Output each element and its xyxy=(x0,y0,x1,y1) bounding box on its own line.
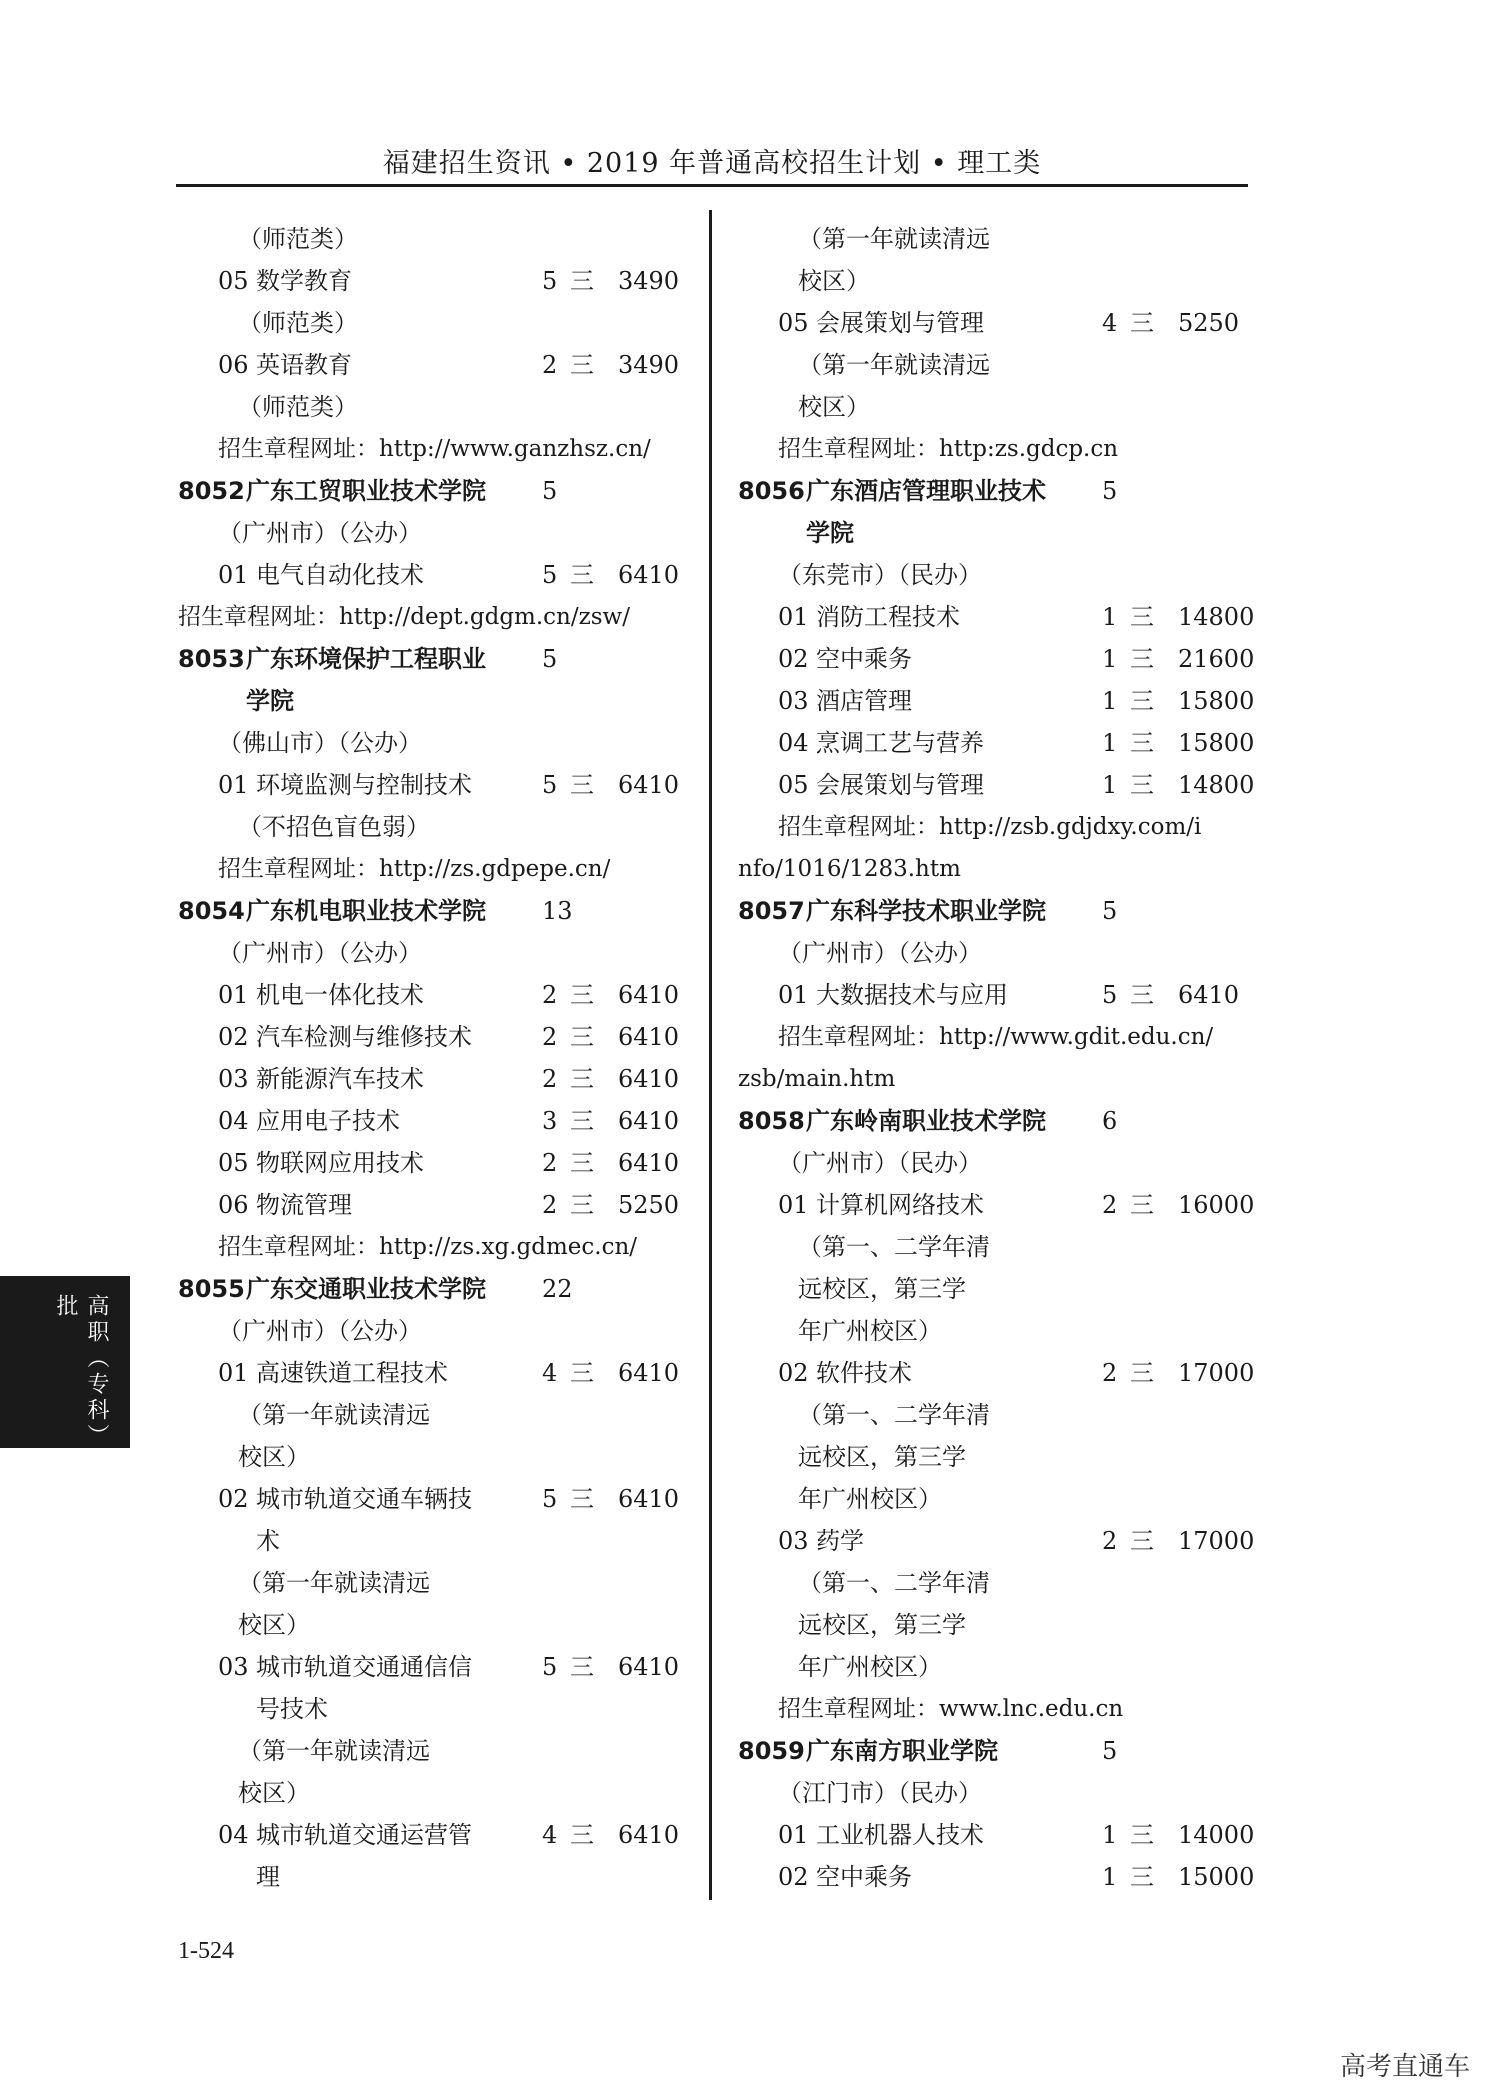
major-name: 酒店管理 xyxy=(816,687,912,715)
major-code: 05 xyxy=(218,267,249,295)
admission-url-line xyxy=(738,848,1298,890)
major-duration: 三 xyxy=(570,1065,594,1093)
institution-code: 8054 xyxy=(178,897,245,925)
major-name: 软件技术 xyxy=(816,1359,912,1387)
major-note: 年广州校区） xyxy=(798,1485,942,1513)
major-row xyxy=(738,764,1298,806)
note-line xyxy=(738,218,1298,260)
admission-url: 招生章程网址：http://zsb.gdjdxy.com/i xyxy=(778,814,1202,840)
major-row xyxy=(738,722,1298,764)
major-row xyxy=(178,1100,738,1142)
major-note: （第一年就读清远 xyxy=(798,225,990,253)
right-column xyxy=(738,218,1298,1898)
major-code: 01 xyxy=(778,603,809,631)
note-line xyxy=(178,218,738,260)
major-row xyxy=(178,344,738,386)
major-tuition: 6410 xyxy=(618,1485,680,1513)
institution-plan-total: 22 xyxy=(542,1275,573,1303)
institution-code: 8056 xyxy=(738,477,805,505)
major-name: 环境监测与控制技术 xyxy=(256,771,472,799)
major-name: 工业机器人技术 xyxy=(816,1821,984,1849)
institution-location: （东莞市）（民办） xyxy=(778,561,982,589)
admission-url-line xyxy=(178,1226,738,1268)
major-code: 03 xyxy=(778,1527,809,1555)
major-code: 02 xyxy=(778,645,809,673)
major-name: 会展策划与管理 xyxy=(816,309,984,337)
institution-location: （广州市）（公办） xyxy=(218,939,422,967)
note-line xyxy=(178,1772,738,1814)
major-plan-count: 2 xyxy=(542,1065,558,1093)
major-tuition: 3490 xyxy=(618,267,680,295)
major-row xyxy=(178,764,738,806)
major-note: 校区） xyxy=(238,1611,310,1639)
major-duration: 三 xyxy=(570,1191,594,1219)
major-plan-count: 1 xyxy=(1102,687,1118,715)
major-row xyxy=(178,1058,738,1100)
major-note: （师范类） xyxy=(238,225,358,253)
major-tuition: 5250 xyxy=(1178,309,1240,337)
major-code: 06 xyxy=(218,351,249,379)
institution-code: 8058 xyxy=(738,1107,805,1135)
admission-url-line xyxy=(738,1058,1298,1100)
major-plan-count: 2 xyxy=(1102,1359,1118,1387)
major-plan-count: 5 xyxy=(542,771,558,799)
major-tuition: 16000 xyxy=(1178,1191,1255,1219)
major-row xyxy=(738,1184,1298,1226)
institution-row xyxy=(738,1730,1298,1772)
major-name: 物联网应用技术 xyxy=(256,1149,424,1177)
major-tuition: 5250 xyxy=(618,1191,680,1219)
major-note: 年广州校区） xyxy=(798,1317,942,1345)
major-row xyxy=(738,1352,1298,1394)
major-code: 01 xyxy=(218,771,249,799)
institution-plan-total: 5 xyxy=(542,477,558,505)
major-row xyxy=(738,680,1298,722)
major-row xyxy=(178,1142,738,1184)
note-line xyxy=(178,1562,738,1604)
note-line xyxy=(738,386,1298,428)
admission-url-line xyxy=(178,596,738,638)
note-line xyxy=(178,386,738,428)
admission-url: 招生章程网址：http://www.gdit.edu.cn/ xyxy=(778,1024,1214,1050)
institution-row xyxy=(178,1268,738,1310)
major-plan-count: 4 xyxy=(542,1821,558,1849)
major-name-continued: 理 xyxy=(256,1863,280,1891)
major-duration: 三 xyxy=(1130,1527,1154,1555)
major-plan-count: 1 xyxy=(1102,729,1118,757)
institution-plan-total: 5 xyxy=(542,645,558,673)
major-tuition: 14800 xyxy=(1178,603,1255,631)
major-code: 01 xyxy=(778,1191,809,1219)
admission-url: zsb/main.htm xyxy=(738,1066,896,1092)
major-duration: 三 xyxy=(1130,981,1154,1009)
major-tuition: 21600 xyxy=(1178,645,1255,673)
major-row xyxy=(738,1814,1298,1856)
location-line xyxy=(178,932,738,974)
major-note: （第一、二学年清 xyxy=(798,1569,990,1597)
major-note: （第一、二学年清 xyxy=(798,1233,990,1261)
note-line xyxy=(178,1436,738,1478)
major-tuition: 14000 xyxy=(1178,1821,1255,1849)
major-duration: 三 xyxy=(570,267,594,295)
major-tuition: 6410 xyxy=(1178,981,1240,1009)
major-row xyxy=(178,1814,738,1856)
major-duration: 三 xyxy=(1130,729,1154,757)
location-line xyxy=(738,1772,1298,1814)
institution-name: 广东工贸职业技术学院 xyxy=(246,477,486,505)
institution-name: 广东岭南职业技术学院 xyxy=(806,1107,1046,1135)
major-note: （第一年就读清远 xyxy=(238,1569,430,1597)
major-plan-count: 4 xyxy=(542,1359,558,1387)
institution-code: 8059 xyxy=(738,1737,805,1765)
major-tuition: 6410 xyxy=(618,1653,680,1681)
major-code: 04 xyxy=(218,1107,249,1135)
major-row xyxy=(738,1520,1298,1562)
major-row xyxy=(178,1352,738,1394)
major-name: 药学 xyxy=(816,1527,864,1555)
note-line xyxy=(178,1604,738,1646)
major-plan-count: 1 xyxy=(1102,1821,1118,1849)
institution-name: 广东机电职业技术学院 xyxy=(246,897,486,925)
institution-name: 广东酒店管理职业技术 xyxy=(806,477,1046,505)
major-name: 应用电子技术 xyxy=(256,1107,400,1135)
institution-row xyxy=(178,638,738,680)
major-row xyxy=(178,974,738,1016)
major-duration: 三 xyxy=(570,1023,594,1051)
left-column xyxy=(178,218,738,1898)
institution-code: 8055 xyxy=(178,1275,245,1303)
major-row xyxy=(738,302,1298,344)
institution-location: （广州市）（公办） xyxy=(218,1317,422,1345)
major-plan-count: 5 xyxy=(542,267,558,295)
page-header-title: 福建招生资讯 • 2019 年普通高校招生计划 • 理工类 xyxy=(382,148,1042,179)
note-line xyxy=(738,1268,1298,1310)
major-tuition: 14800 xyxy=(1178,771,1255,799)
major-plan-count: 2 xyxy=(542,1149,558,1177)
institution-row xyxy=(178,890,738,932)
major-duration: 三 xyxy=(570,1149,594,1177)
major-duration: 三 xyxy=(1130,1863,1154,1891)
major-tuition: 6410 xyxy=(618,771,680,799)
major-note: （第一、二学年清 xyxy=(798,1401,990,1429)
admission-url: 招生章程网址：http://zs.gdpepe.cn/ xyxy=(218,856,611,882)
major-note: （师范类） xyxy=(238,309,358,337)
major-note: 远校区，第三学 xyxy=(798,1443,966,1471)
major-tuition: 6410 xyxy=(618,1149,680,1177)
major-code: 01 xyxy=(218,561,249,589)
major-plan-count: 5 xyxy=(1102,981,1118,1009)
major-duration: 三 xyxy=(570,1485,594,1513)
note-line xyxy=(738,344,1298,386)
major-code: 02 xyxy=(218,1023,249,1051)
major-name: 新能源汽车技术 xyxy=(256,1065,424,1093)
major-duration: 三 xyxy=(570,1653,594,1681)
major-duration: 三 xyxy=(1130,1359,1154,1387)
major-note: 校区） xyxy=(238,1443,310,1471)
institution-name: 广东交通职业技术学院 xyxy=(246,1275,486,1303)
institution-location: （佛山市）（公办） xyxy=(218,729,422,757)
admission-url: 招生章程网址：www.lnc.edu.cn xyxy=(778,1696,1124,1722)
major-tuition: 6410 xyxy=(618,561,680,589)
admission-url-line xyxy=(738,1016,1298,1058)
institution-name: 广东南方职业学院 xyxy=(806,1737,998,1765)
major-note: 校区） xyxy=(798,267,870,295)
major-name: 数学教育 xyxy=(256,267,352,295)
major-name: 计算机网络技术 xyxy=(816,1191,984,1219)
note-line xyxy=(738,1562,1298,1604)
admission-url: 招生章程网址：http://www.ganzhsz.cn/ xyxy=(218,436,651,462)
major-duration: 三 xyxy=(570,561,594,589)
text-line xyxy=(178,1688,738,1730)
institution-name-continued: 学院 xyxy=(246,687,294,715)
institution-code: 8053 xyxy=(178,645,245,673)
major-tuition: 17000 xyxy=(1178,1359,1255,1387)
major-tuition: 17000 xyxy=(1178,1527,1255,1555)
page-number: 1-524 xyxy=(178,1938,234,1964)
major-plan-count: 2 xyxy=(1102,1191,1118,1219)
major-note: 远校区，第三学 xyxy=(798,1611,966,1639)
major-name-continued: 术 xyxy=(256,1527,280,1555)
major-tuition: 6410 xyxy=(618,1023,680,1051)
location-line xyxy=(738,1142,1298,1184)
major-name: 城市轨道交通通信信 xyxy=(256,1653,472,1681)
major-note: 远校区，第三学 xyxy=(798,1275,966,1303)
institution-code: 8052 xyxy=(178,477,245,505)
major-code: 04 xyxy=(218,1821,249,1849)
location-line xyxy=(738,932,1298,974)
major-name: 物流管理 xyxy=(256,1191,352,1219)
admission-url: nfo/1016/1283.htm xyxy=(738,856,961,882)
major-duration: 三 xyxy=(1130,771,1154,799)
major-plan-count: 1 xyxy=(1102,603,1118,631)
note-line xyxy=(738,1226,1298,1268)
major-tuition: 15800 xyxy=(1178,729,1255,757)
major-duration: 三 xyxy=(1130,309,1154,337)
major-note: （师范类） xyxy=(238,393,358,421)
major-plan-count: 5 xyxy=(542,1485,558,1513)
institution-plan-total: 5 xyxy=(1102,477,1118,505)
major-code: 02 xyxy=(218,1485,249,1513)
major-tuition: 15000 xyxy=(1178,1863,1255,1891)
major-row xyxy=(178,1184,738,1226)
major-duration: 三 xyxy=(570,1821,594,1849)
major-code: 05 xyxy=(218,1149,249,1177)
note-line xyxy=(738,1478,1298,1520)
institution-row xyxy=(738,1100,1298,1142)
major-plan-count: 2 xyxy=(542,981,558,1009)
institution-row xyxy=(178,470,738,512)
major-duration: 三 xyxy=(570,771,594,799)
major-code: 05 xyxy=(778,771,809,799)
admission-url-line xyxy=(738,806,1298,848)
major-plan-count: 2 xyxy=(542,1023,558,1051)
major-duration: 三 xyxy=(1130,645,1154,673)
admission-url: 招生章程网址：http://zs.xg.gdmec.cn/ xyxy=(218,1234,638,1260)
note-line xyxy=(738,1436,1298,1478)
major-tuition: 6410 xyxy=(618,1359,680,1387)
note-line xyxy=(178,1730,738,1772)
major-plan-count: 1 xyxy=(1102,645,1118,673)
major-tuition: 6410 xyxy=(618,1107,680,1135)
major-tuition: 15800 xyxy=(1178,687,1255,715)
institution-name-continued: 学院 xyxy=(806,519,854,547)
text-line xyxy=(178,680,738,722)
major-name: 英语教育 xyxy=(256,351,352,379)
admission-url: 招生章程网址：http://dept.gdgm.cn/zsw/ xyxy=(178,604,630,630)
major-code: 02 xyxy=(778,1359,809,1387)
institution-location: （广州市）（公办） xyxy=(778,939,982,967)
major-note: 校区） xyxy=(238,1779,310,1807)
major-code: 05 xyxy=(778,309,809,337)
location-line xyxy=(178,1310,738,1352)
major-row xyxy=(178,1478,738,1520)
major-name: 机电一体化技术 xyxy=(256,981,424,1009)
location-line xyxy=(178,512,738,554)
text-line xyxy=(738,512,1298,554)
major-tuition: 3490 xyxy=(618,351,680,379)
major-name: 会展策划与管理 xyxy=(816,771,984,799)
admission-url-line xyxy=(178,428,738,470)
text-line xyxy=(178,1856,738,1898)
note-line xyxy=(178,1394,738,1436)
major-row xyxy=(738,596,1298,638)
major-plan-count: 5 xyxy=(542,561,558,589)
major-name: 电气自动化技术 xyxy=(256,561,424,589)
major-row xyxy=(738,1856,1298,1898)
note-line xyxy=(738,1646,1298,1688)
major-row xyxy=(178,1646,738,1688)
major-code: 06 xyxy=(218,1191,249,1219)
institution-plan-total: 13 xyxy=(542,897,573,925)
major-duration: 三 xyxy=(1130,603,1154,631)
major-code: 01 xyxy=(218,981,249,1009)
major-plan-count: 2 xyxy=(1102,1527,1118,1555)
note-line xyxy=(178,302,738,344)
major-name: 消防工程技术 xyxy=(816,603,960,631)
major-code: 01 xyxy=(778,1821,809,1849)
side-tab xyxy=(0,1276,130,1448)
major-code: 03 xyxy=(218,1653,249,1681)
text-line xyxy=(178,1520,738,1562)
major-note: 校区） xyxy=(798,393,870,421)
major-code: 03 xyxy=(218,1065,249,1093)
major-duration: 三 xyxy=(570,1107,594,1135)
major-name: 烹调工艺与营养 xyxy=(816,729,984,757)
admission-url: 招生章程网址：http:zs.gdcp.cn xyxy=(778,436,1119,462)
location-line xyxy=(738,554,1298,596)
major-row xyxy=(178,554,738,596)
major-duration: 三 xyxy=(1130,1821,1154,1849)
institution-location: （广州市）（公办） xyxy=(218,519,422,547)
major-code: 01 xyxy=(218,1359,249,1387)
note-line xyxy=(738,1604,1298,1646)
major-duration: 三 xyxy=(570,351,594,379)
major-plan-count: 1 xyxy=(1102,1863,1118,1891)
admission-url-line xyxy=(178,848,738,890)
major-name: 空中乘务 xyxy=(816,1863,912,1891)
major-duration: 三 xyxy=(570,981,594,1009)
major-plan-count: 3 xyxy=(542,1107,558,1135)
major-plan-count: 1 xyxy=(1102,771,1118,799)
note-line xyxy=(738,1394,1298,1436)
major-tuition: 6410 xyxy=(618,1065,680,1093)
institution-row xyxy=(738,890,1298,932)
location-line xyxy=(178,722,738,764)
institution-location: （广州市）（民办） xyxy=(778,1149,982,1177)
major-note: （第一年就读清远 xyxy=(798,351,990,379)
watermark: 高考直通车 xyxy=(1340,2052,1471,2082)
note-line xyxy=(738,260,1298,302)
major-name: 高速铁道工程技术 xyxy=(256,1359,448,1387)
institution-plan-total: 6 xyxy=(1102,1107,1118,1135)
major-plan-count: 2 xyxy=(542,1191,558,1219)
institution-row xyxy=(738,470,1298,512)
major-code: 02 xyxy=(778,1863,809,1891)
major-code: 01 xyxy=(778,981,809,1009)
major-duration: 三 xyxy=(1130,687,1154,715)
major-name: 城市轨道交通运营管 xyxy=(256,1821,472,1849)
admission-url-line xyxy=(738,1688,1298,1730)
major-note: 年广州校区） xyxy=(798,1653,942,1681)
major-plan-count: 4 xyxy=(1102,309,1118,337)
institution-name: 广东科学技术职业学院 xyxy=(806,897,1046,925)
major-name: 空中乘务 xyxy=(816,645,912,673)
major-name: 大数据技术与应用 xyxy=(816,981,1008,1009)
major-tuition: 6410 xyxy=(618,1821,680,1849)
major-duration: 三 xyxy=(570,1359,594,1387)
major-row xyxy=(738,974,1298,1016)
header-rule xyxy=(176,184,1248,187)
major-plan-count: 5 xyxy=(542,1653,558,1681)
institution-name: 广东环境保护工程职业 xyxy=(246,645,486,673)
institution-location: （江门市）（民办） xyxy=(778,1779,982,1807)
major-code: 03 xyxy=(778,687,809,715)
major-note: （第一年就读清远 xyxy=(238,1737,430,1765)
major-name: 汽车检测与维修技术 xyxy=(256,1023,472,1051)
major-note: （不招色盲色弱） xyxy=(238,813,430,841)
side-tab-label: 高职（专科）批 xyxy=(53,1294,109,1439)
major-name-continued: 号技术 xyxy=(256,1695,328,1723)
major-row xyxy=(178,260,738,302)
major-plan-count: 2 xyxy=(542,351,558,379)
admission-url-line xyxy=(738,428,1298,470)
note-line xyxy=(738,1310,1298,1352)
note-line xyxy=(178,806,738,848)
major-row xyxy=(178,1016,738,1058)
institution-plan-total: 5 xyxy=(1102,897,1118,925)
major-code: 04 xyxy=(778,729,809,757)
major-duration: 三 xyxy=(1130,1191,1154,1219)
major-name: 城市轨道交通车辆技 xyxy=(256,1485,472,1513)
major-tuition: 6410 xyxy=(618,981,680,1009)
major-row xyxy=(738,638,1298,680)
major-note: （第一年就读清远 xyxy=(238,1401,430,1429)
institution-plan-total: 5 xyxy=(1102,1737,1118,1765)
institution-code: 8057 xyxy=(738,897,805,925)
